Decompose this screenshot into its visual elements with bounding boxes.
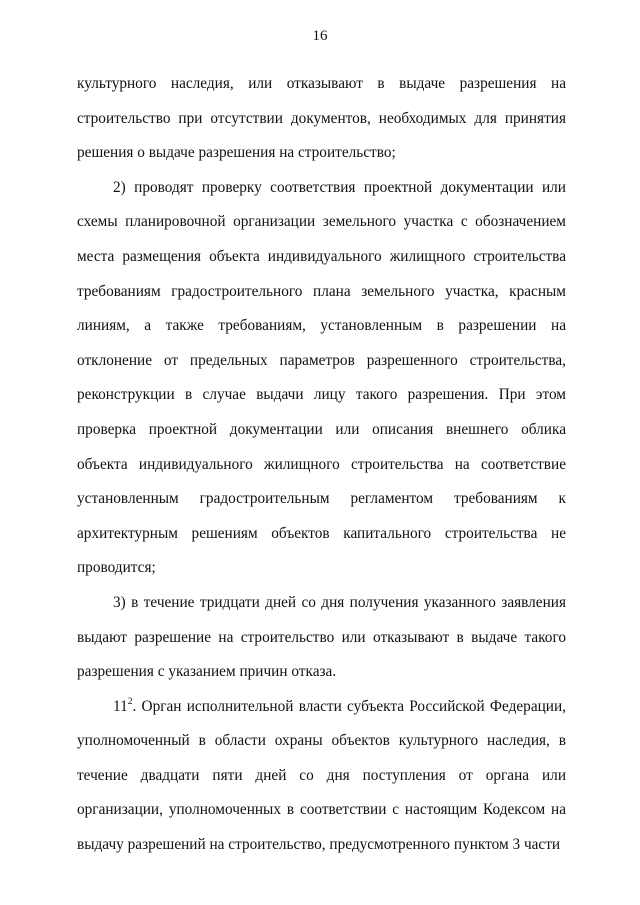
paragraph-item-2: 2) проводят проверку соответствия проектной документации или схемы планировочной организации земельного участка с обозначением места размещения объекта индивидуального жилищного строительства требованиям градостроительного плана земельного участка, красным линиям, а также требованиям, установленным в разрешении на отклонение от предельных параметров разрешенного строительства, реконструкции в случае выдачи лицу такого разрешения. При этом проверка проектной документации или описания внешнего облика объекта индивидуального жилищного строительства на соответствие установленным градостроительным регламентом требованиям к архитектурным решениям объектов капитального строительства не проводится; (77, 178, 566, 577)
clause-text: . Орган исполнительной власти субъекта Российской Федерации, уполномоченный в области охраны объектов культурного наследия, в течение двадцати пяти дней со дня поступления от органа или организации, уполномоченных в соответствии с настоящим Кодексом на выдачу разрешений на строительство, предусмотренного пунктом 3 части (77, 697, 566, 854)
page-number: 16 (312, 28, 328, 44)
paragraph-clause-11-2 (77, 690, 566, 863)
paragraph-item-3: 3) в течение тридцати дней со дня получения указанного заявления выдают разрешение на строительство или отказывают в выдаче такого разрешения с указанием причин отказа. (77, 593, 566, 681)
clause-number: 11 (113, 697, 128, 715)
paragraph-continuation: культурного наследия, или отказывают в выдаче разрешения на строительство при отсутствии документов, необходимых для принятия решения о выдаче разрешения на строительство; (77, 75, 566, 162)
clause-superscript: 2 (127, 696, 133, 707)
document-body (77, 67, 566, 863)
